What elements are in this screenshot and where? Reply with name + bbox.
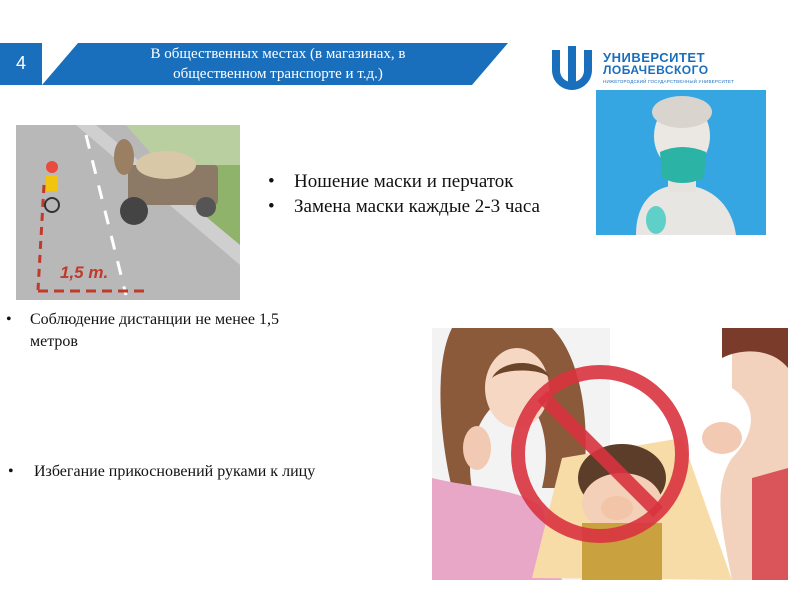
bullet-list-masks: [268, 169, 540, 219]
slide-title-line1: В общественных местах (в магазинах, в: [150, 46, 406, 62]
road-distance-illustration: [16, 125, 240, 300]
distance-label: 1,5 m.: [60, 263, 109, 282]
slide-number-badge: [0, 43, 42, 85]
bullet-dot-icon: •: [8, 463, 14, 480]
bullet-text-masks-gloves: Ношение маски и перчаток: [294, 171, 514, 192]
statue-mask-image: [596, 90, 766, 235]
bullet-text-mask-change: Замена маски каждые 2-3 часа: [294, 196, 540, 217]
bullet-touch: [8, 461, 428, 483]
list-item: [268, 169, 540, 194]
bullet-touch-text: Избегание прикосновений руками к лицу: [34, 463, 316, 480]
slide-number: 4: [15, 53, 26, 73]
bullet-distance: [6, 309, 356, 353]
university-logo-icon: [548, 44, 596, 92]
no-face-touching-illustration: [432, 328, 788, 580]
list-item: [268, 194, 540, 219]
bullet-dot-icon: •: [6, 311, 12, 328]
logo-tagline: НИЖЕГОРОДСКИЙ ГОСУДАРСТВЕННЫЙ УНИВЕРСИТЕТ: [603, 79, 735, 84]
logo-text-line1: УНИВЕРСИТЕТ: [603, 50, 706, 65]
bullet-dot-icon: •: [268, 196, 275, 217]
face-mask-icon: [660, 147, 706, 183]
slide-title-line2: общественном транспорте и т.д.): [173, 66, 383, 82]
bullet-distance-line2: метров: [30, 333, 78, 350]
slide-title: [108, 44, 448, 84]
bullet-distance-line1: Соблюдение дистанции не менее 1,5: [30, 311, 280, 328]
bullet-dot-icon: •: [268, 171, 275, 192]
logo-text-line2: ЛОБАЧЕВСКОГО: [603, 63, 709, 77]
